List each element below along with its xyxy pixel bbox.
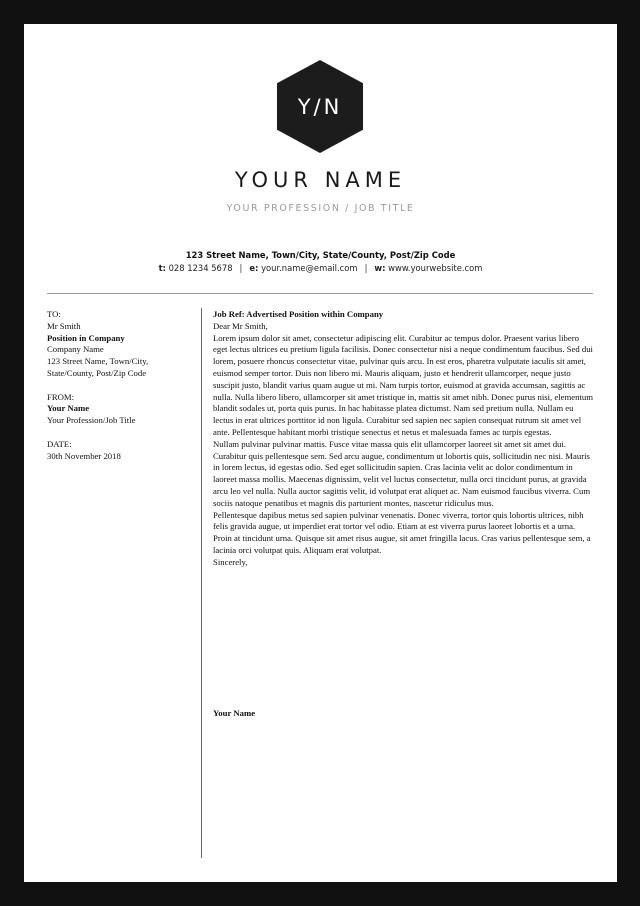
closing: Sincerely, [213, 556, 248, 567]
sender-block [47, 392, 197, 427]
date-label: DATE: [47, 438, 72, 449]
applicant-address: 123 Street Name, Town/City, State/County, Post/Zip Code [185, 250, 456, 260]
website-url: www.yourwebsite.com [388, 263, 483, 273]
applicant-profession: YOUR PROFESSION / JOB TITLE [226, 203, 415, 214]
recipient-name: Mr Smith [47, 320, 81, 331]
email-label: e: [249, 263, 259, 273]
sidebar-details [47, 309, 197, 474]
website-label: w: [374, 263, 386, 273]
sender-name: Your Name [47, 403, 90, 414]
phone-number: 028 1234 5678 [168, 263, 233, 273]
date-value: 30th November 2018 [47, 450, 121, 461]
recipient-position: Position in Company [47, 332, 125, 343]
paragraph-2: Nullam pulvinar pulvinar mattis. Fusce vitae massa quis elit ullamcorper laoreet sit amet sit amet dui. Curabitur quis pellentesque sem. Sed arcu augue, condimentum ut lobortis quis, sollicitudin nec nisi. Mauris in lorem lectus, id egestas odio. Sed eget sollicitudin sapien. Cras lacinia velit ac dolor condimentum in laoreet massa mollis. Maecenas dignissim, velit vel luctus consectetur, nulla orci tincidunt purus, at gravida arcu leo vel nulla. Nulla auctor sagittis velit, id volutpat erat aliquet ac. Nam euismod faucibus viverra. Cum sociis natoque penatibus et magnis dis parturient montes, nascetur ridiculus mus. [213, 438, 591, 508]
letter-page [24, 24, 617, 882]
date-block [47, 439, 197, 463]
signature-name: Your Name [213, 708, 256, 718]
recipient-address-line1: 123 Street Name, Town/City, [47, 356, 149, 367]
logo-initials: Y/N [297, 94, 343, 119]
paragraph-1: Lorem ipsum dolor sit amet, consectetur adipiscing elit. Curabitur ac tempus dolor. Praesent varius libero eget lectus ultrices eu pretium ligula facilisis. Donec consectetur nisi a neque condimentum faucibus. Sed dui lorem, posuere rhoncus consectetur vitae, pulvinar quis arcu. In est eros, pharetra vulputate iaculis sit amet, euismod semper tortor. Duis non libero mi. Mauris aliquam, justo et hendrerit ullamcorper, neque justo suscipit justo, blandit varius quam augue ut mi. Nam turpis tortor, euismod at gravida accumsan, sagittis ac nulla. Nulla libero libero, ullamcorper sit amet tristique in, mattis sit amet nibh. Donec purus nisi, elementum blandit sodales ut, porta quis purus. In hac habitasse platea dictumst. Nam sed pretium nulla. Nullam eu lectus in erat ultrices porttitor id non ligula. Curabitur sed sapien nec sapien consequat rutrum sit amet vel ante. Pellentesque habitant morbi tristique senectus et netus et malesuada fames ac turpis egestas. [213, 332, 593, 437]
to-label: TO: [47, 309, 61, 319]
email-address: your.name@email.com [261, 263, 358, 273]
separator: | [364, 263, 368, 273]
header-divider [47, 293, 593, 294]
logo-hexagon [277, 60, 363, 153]
applicant-name: YOUR NAME [234, 168, 407, 192]
separator: | [239, 263, 243, 273]
from-label: FROM: [47, 391, 75, 402]
recipient-block [47, 309, 197, 380]
salutation: Dear Mr Smith, [213, 320, 268, 331]
column-divider [201, 308, 202, 858]
job-reference: Job Ref: Advertised Position within Company [213, 309, 384, 319]
recipient-address-line2: State/County, Post/Zip Code [47, 367, 147, 378]
letter-body [213, 309, 593, 569]
recipient-company: Company Name [47, 344, 104, 355]
sender-title: Your Profession/Job Title [47, 415, 136, 426]
phone-label: t: [158, 263, 166, 273]
paragraph-3: Pellentesque dapibus metus sed sapien pulvinar venenatis. Donec viverra, tortor quis lobortis ultrices, nibh felis gravida augue, ut imperdiet erat tortor vel odio. Etiam at est viverra purus laoreet lobortis et a urna. Proin at tincidunt urna. Quisque sit amet risus augue, sit amet fringilla lacus. Cras varius pellentesque sem, a lacinia orci volutpat quis. Aliquam erat volutpat. [213, 509, 591, 555]
contact-line [24, 263, 617, 273]
